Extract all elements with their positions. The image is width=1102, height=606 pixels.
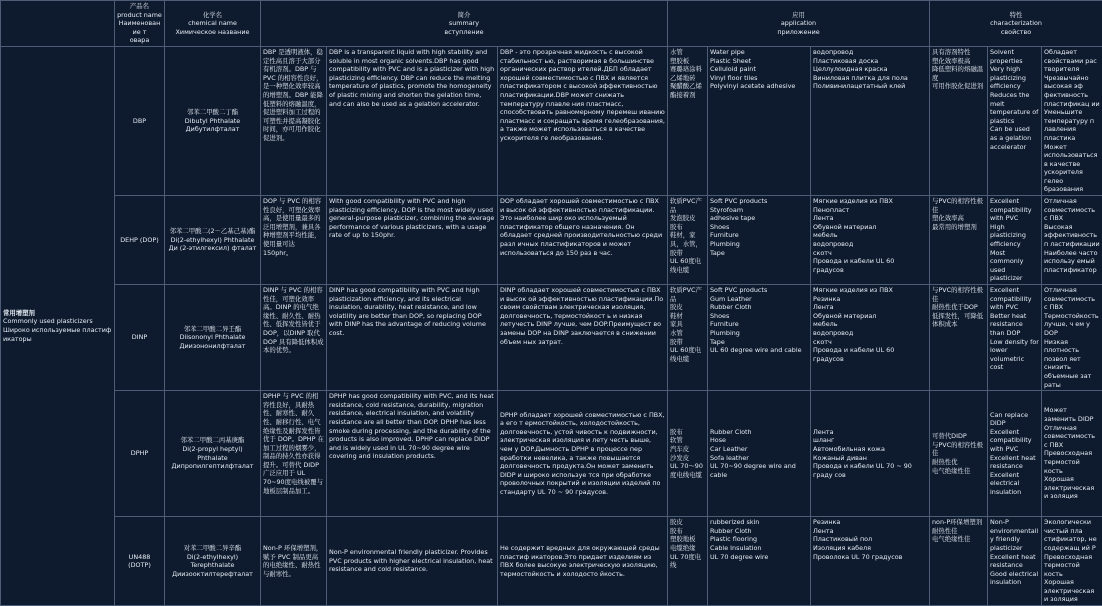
chemical-name: 邻苯二甲酸二丙基庚酯 Di(2-propyl heptyl) Phthalate Дипропилгептилфталат [165,391,261,517]
application-en: Rubber Cloth Hose Car Leather Sofa leather UL 70~90 degree wire and cable [708,391,811,517]
summary-en: DINP has good compatibility with PVC and high plasticization efficiency, and its electrical insulation, durability, heat resistance, and low volatility are better than DOP, so replacing DOP with DINP has the advantage of reducing volume cost. [327,285,498,391]
chemical-name: 邻苯二甲酸二丁酯 Dibutyl Phthalate Дибутилфталат [165,46,261,195]
product-name: DPHP [115,391,165,517]
summary-ru: DOP обладает хорошей совместимостью с ПВХ и высок ой эффективностью пластификации. Это наиболее шир око используемый пластификатор общего назначения. Он обладает средней производительностью среди разл ичных пластификаторов и может использоваться до 150 раз в час. [498,196,668,285]
chemical-name: 对苯二甲酸二异辛酯 Di(2-ethylhexyl) Terephthalate Диизооктилтерефталат [165,517,261,606]
category-cell: 常用增塑剂 Commonly used plasticizers Широко используемые пластиф икаторы [1,46,115,605]
characterization-ru: Экологически чистый пла стификатор, не содержащ ий P Превосходная термостой кость Хорошая электрическая и золяция [1042,517,1102,606]
header-chemical-name: 化学名 chemical name Химическое название [165,1,261,47]
summary-zh: Non-P 环保增塑剂，赋予 PVC 制品更高的电绝缘性、耐热性与耐寒性。 [261,517,327,606]
header-row [1,1,1102,47]
product-name: UN488 (DOTP) [115,517,165,606]
application-ru: Резинка Лента Пластиковый пол Изоляция кабеля Проволока UL 70 градусов [811,517,930,606]
table-row [1,517,1102,606]
application-zh: 胶皮 胶布 塑胶地板 电缆绝缘 UL 70度电线 [668,517,708,606]
header-characterization: 特性 characterization свойство [930,1,1102,47]
chemical-name: 邻苯二甲酸二(2－乙基己基)酯 Di(2-ethylhexyl) Phthalate Ди (2-этилгексил) фталат [165,196,261,285]
characterization-en: Can replace DIDP Excellent compatibility with PVC Excellent heat resistance Excellent electrical insulation [988,391,1042,517]
characterization-ru: Может заменить DIDP Отличная совместимость с ПВХ Превосходная термостой кость Хорошая электрическая и золяция [1042,391,1102,517]
product-name: DBP [115,46,165,195]
header-application: 应用 application приложение [668,1,930,47]
application-zh: 软质PVC产品 发泡胶皮 胶布 鞋材，家具，水管，胶带 UL 60度电线电缆 [668,196,708,285]
summary-en: Non-P environmental friendly plasticizer. Provides PVC products with higher electrical insulation, heat resistance and cold resistance. [327,517,498,606]
characterization-en: Excellent compatibility with PVC High plasticizing efficiency Most commonly used plasticizer [988,196,1042,285]
summary-zh: DINP 与 PVC 的相容性佳，可塑化效率高。DINP 的电气绝缘性、耐久性、耐热性、低挥发性皆优于 DOP，以DINP 取代 DOP 具有降低体积成本的优势。 [261,285,327,391]
product-name: DINP [115,285,165,391]
summary-zh: DOP 与 PVC 的相容性良好，可塑化效率高，是使用量最多的泛用增塑剂，兼具各种增塑剂平均性能，使用量可达150phr。 [261,196,327,285]
header-blank [1,1,115,47]
table-row [1,391,1102,517]
application-zh: 胶布 软管 汽车皮 沙发皮 UL 70～90度电线电缆 [668,391,708,517]
summary-ru: DINP обладает хорошей совместимостью с ПВХ и высок ой эффективностью пластификации.По своим свойствам электрическая изоляция, долговечность, термостойкост ь и низкая летучесть DINP лучше, чем DOP.Преимущест во замены DOP на DINP заключается в снижении объем ных затрат. [498,285,668,391]
application-zh: 水管 塑胶板 赛璐珞涂料 乙烯地砖 聚醋酸乙烯酯接着剂 [668,46,708,195]
application-zh: 软质PVC产品 胶皮 鞋材 家具 水管 胶带 UL 60度电线电缆 [668,285,708,391]
application-en: Soft PVC products Styrofoam adhesive tape Shoes Furniture Plumbing Tape [708,196,811,285]
characterization-en: Excellent compatibility with PVC Better heat resistance than DOP Low density for lower volumetric cost [988,285,1042,391]
application-en: Soft PVC products Gum Leather Rubber Cloth Shoes Furniture Plumbing Tape UL 60 degree wire and cable [708,285,811,391]
characterization-zh: 与PVC的相容性极佳 耐热性优于DOP 低挥发性，可降低体积成本 [930,285,988,391]
characterization-zh: non-P环保增塑剂 耐热性佳 电气绝缘性佳 [930,517,988,606]
table-row [1,285,1102,391]
application-ru: Мягкие изделия из ПВХ Резинка Лента Обувной материал мебель водопровод скотч Провода и кабели UL 60 градусов [811,285,930,391]
chemical-name: 邻苯二甲酸二异壬酯 Diisononyl Phthalate Диизононилфталат [165,285,261,391]
characterization-ru: Обладает свойствами рас творителя Чрезвычайно высокая эф фективность пластификац ии Уменьшите температуру п лавления пластика Может использоваться в качестве ускорителя гелео бразования [1042,46,1102,195]
summary-en: DPHP has good compatibility with PVC, and its heat resistance, cold resistance, durability, migration resistance, electrical insulation, and volatility resistance are all better than DOP. DPHP has less smoke during processing, and the durability of the products is also improved. DPHP can replace DIDP and is widely used in UL 70~90 degree wire covering and insulation products. [327,391,498,517]
summary-zh: DBP 是透明液体，稳定性高且溶于大部分有机溶剂。DBP 与 PVC 的相容性良好，是一种塑化效率较高的增塑剂。DBP 能降低塑料的熔融温度，促进塑料加工过程的可塑性并提高凝胶化时间，亦可用作胶化促进剂。 [261,46,327,195]
summary-ru: DBP - это прозрачная жидкость с высокой стабильност ью, растворимая в большинстве органических раствор ителей.ДБП обладает хорошей совместимостью с ПВХ и является пластификатором с высокой эффективностью пластификации.DBP может снижать температуру плавле ния пластмасс, способствовать равномерному перемеш иванию пластмасс и сокращать время гелеобразования, а также может использоваться в качестве ускорителя ге леобразования. [498,46,668,195]
summary-en: DBP is a transparent liquid with high stability and soluble in most organic solvents.DBP has good compatibility with PVC and is a plasticizer with high plasticizing efficiency. DBP can reduce the melting temperature of plastics, promote the homogeneity of plastic mixing and shorten the gelation time, and can also be used as a gelation accelerator. [327,46,498,195]
characterization-en: Non-P environmentally friendly plasticizer Excellent heat resistance Good electrical insulation [988,517,1042,606]
summary-en: With good compatibility with PVC and high plasticizing efficiency, DOP is the most widely used general-purpose plasticizer, combining the average performance of various plasticizers, with a usage rate of up to 150phr. [327,196,498,285]
characterization-zh: 具有溶剂特性 塑化效率极高 降低塑料的熔融温度 可用作胶化促进剂 [930,46,988,195]
characterization-zh: 可替代DIDP 与PVC的相容性极佳 耐热性优 电气绝缘性佳 [930,391,988,517]
summary-ru: DPHP обладает хорошей совместимостью с ПВХ, а его т ермостойкость, холодостойкость, долговечность, устой чивость к подвижности, электрическая изоляция и лету честь выше, чем у DOP.Дымность DPHP в процессе пер еработки невелика, а также повышается долговечность продукта.Он может заменить DIDP и широко используе тся при обработке проволочных покрытий и изоляции изделий по стандарту UL 70 ~ 90 градусов. [498,391,668,517]
application-ru: Лента шланг Автомобильная кожа Кожаный диван Провода и кабели UL 70 ~ 90 граду сов [811,391,930,517]
table-row [1,196,1102,285]
header-product-name: 产品名 product name Наименование т овара [115,1,165,47]
application-en: rubberized skin Rubber Cloth Plastic flooring Cable Insulation UL 70 degree wire [708,517,811,606]
characterization-ru: Отличная совместимость с ПВХ Высокая эффективность п ластификации Наиболее часто использу емый пластификатор [1042,196,1102,285]
characterization-ru: Отличная совместимость с ПВХ Термостойкость лучше, ч ем у DOP Низкая плотность позвол яет снизить объемные зат раты [1042,285,1102,391]
summary-ru: Не содержит вредных для окружающей среды пластиф икаторов.Это придает изделиям из ПВХ более высокую электрическую изоляцию, термостойкость и холодосто йкость. [498,517,668,606]
product-name: DEHP (DOP) [115,196,165,285]
application-ru: Мягкие изделия из ПВХ Пенопласт Лента Обувной материал мебель водопровод скотч Провода и кабели UL 60 градусов [811,196,930,285]
table-row [1,46,1102,195]
characterization-en: Solvent properties Very high plasticizing efficiency Reduces the melt temperature of plastics Can be used as a gelation accelerator [988,46,1042,195]
header-summary: 简介 summary вступление [261,1,668,47]
characterization-zh: 与PVC的相容性极佳 塑化效率高 最常用的增塑剂 [930,196,988,285]
application-ru: водопровод Пластиковая доска Целлулоидная краска Виниловая плитка для пола Поливинилацетатный клей [811,46,930,195]
application-en: Water pipe Plastic Sheet Celluloid paint Vinyl floor tiles Polyvinyl acetate adhesive [708,46,811,195]
summary-zh: DPHP 与 PVC 的相容性良好，具耐热性、耐寒性、耐久性、耐移行性、电气绝缘性及耐挥发性皆优于 DOP。DPHP 在加工过程的烟雾少，制品的持久性亦获得提升。可替代 DIDP 广泛应用于 UL 70~90度电线被覆与地板层制品加工。 [261,391,327,517]
